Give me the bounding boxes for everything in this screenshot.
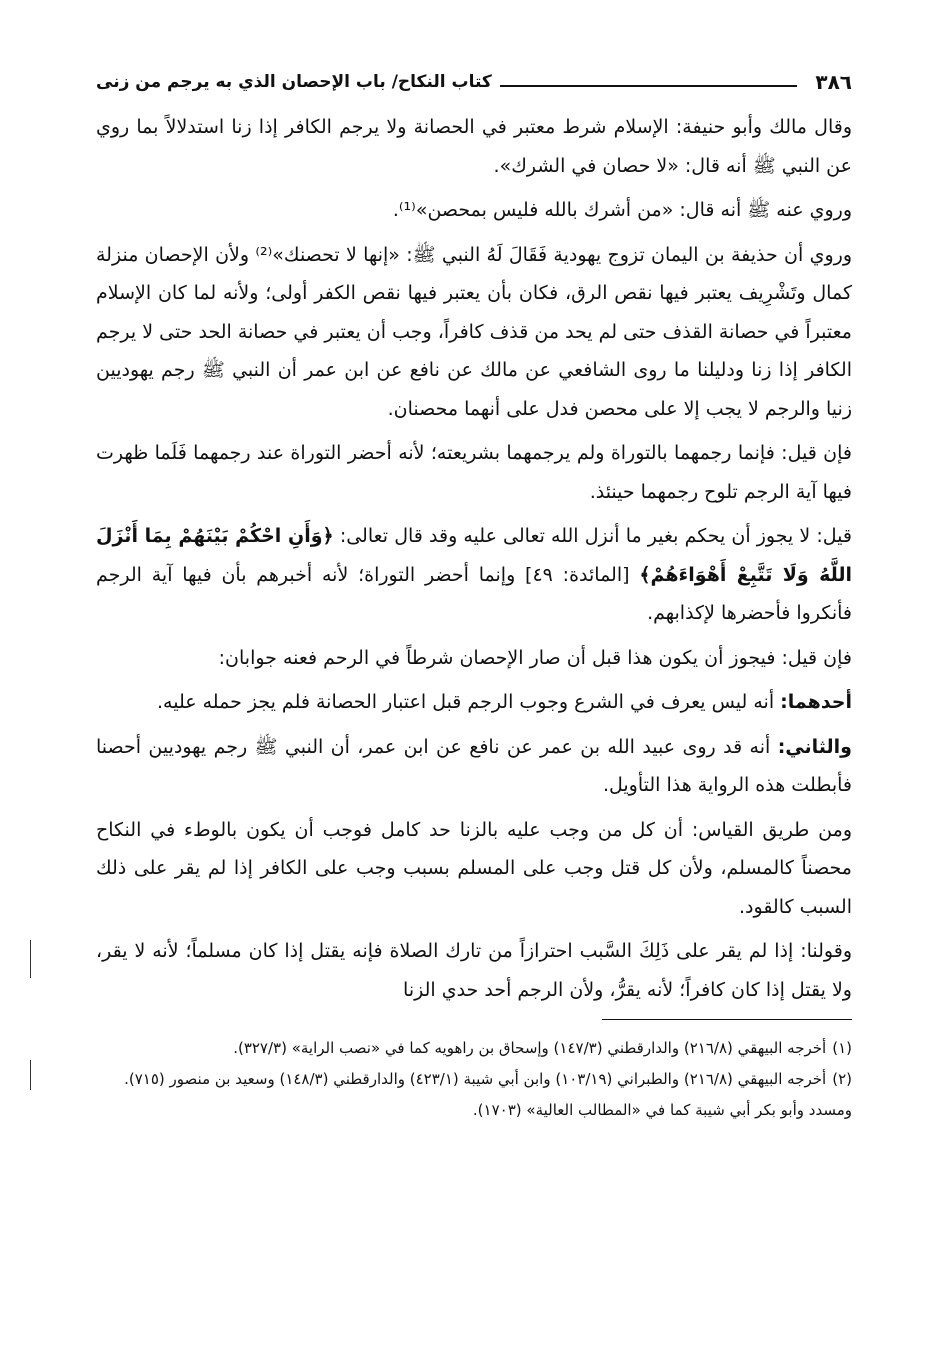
page-header xyxy=(96,62,852,102)
paragraph-text: أنه ليس يعرف في الشرع وجوب الرجم قبل اعتبار الحصانة فلم يجز حمله عليه. xyxy=(156,691,781,713)
running-title: كتاب النكاح/ باب الإحصان الذي به يرجم من زنى xyxy=(96,72,492,92)
paragraph xyxy=(96,932,852,1009)
footnote-number: (٢) xyxy=(832,1070,852,1088)
footnote-number: (١) xyxy=(832,1039,852,1057)
paragraph xyxy=(96,639,852,678)
paragraph xyxy=(96,434,852,511)
header-rule xyxy=(500,85,798,87)
paragraph xyxy=(96,108,852,185)
paragraph-text: ومن طريق القياس: أن كل من وجب عليه بالزنا حد كامل فوجب أن يكون بالوطء في النكاح محصناً كالمسلم، ولأن كل قتل وجب على المسلم بسبب وجب على الكافر إذا لم يقر على ذلك السبب كالقود. xyxy=(96,818,852,918)
margin-mark xyxy=(30,940,31,978)
paragraph xyxy=(96,811,852,927)
page xyxy=(96,62,852,1330)
paragraph-lead: أحدهما: xyxy=(780,691,852,713)
paragraph-text: وقال مالك وأبو حنيفة: الإسلام شرط معتبر في الحصانة ولا يرجم الكافر إذا زنا استدلالاً بما روي عن النبي ﷺ أنه قال: «لا حصان في الشرك». xyxy=(96,116,852,177)
margin-mark xyxy=(30,1060,31,1090)
paragraph xyxy=(96,683,852,722)
footnote xyxy=(96,1065,852,1093)
paragraph-text: قيل: لا يجوز أن يحكم بغير ما أنزل الله تعالى عليه وقد قال تعالى: xyxy=(333,525,852,547)
paragraph-text: وروي عنه ﷺ أنه قال: «من أشرك بالله فليس بمحصن»⁽¹⁾. xyxy=(392,199,852,221)
paragraph-text: [المائدة: ٤٩] وإنما أحضر التوراة؛ لأنه أخبرهم بأن فيها آية الرجم فأنكروا فأحضرها لإكذابهم. xyxy=(96,563,852,624)
paragraph-text: فإن قيل: فإنما رجمهما بالتوراة ولم يرجمهما بشريعته؛ لأنه أحضر التوراة عند رجمهما فَلَما ظهرت فيها آية الرجم تلوح رجمهما حينئذ. xyxy=(96,442,852,503)
paragraph-text: أنه قد روى عبيد الله بن عمر عن نافع عن ابن عمر، أن النبي ﷺ رجم يهوديين أحصنا فأبطلت هذه الرواية هذا التأويل. xyxy=(96,735,852,796)
footnotes xyxy=(96,1034,852,1124)
paragraph xyxy=(96,236,852,429)
footnote-text: ومسدد وأبو بكر أبي شيبة كما في «المطالب العالية» (١٧٠٣). xyxy=(472,1101,852,1119)
paragraph xyxy=(96,728,852,805)
paragraph-lead: والثاني: xyxy=(777,735,852,758)
paragraph-text: وروي أن حذيفة بن اليمان تزوج يهودية فَقَالَ لَهُ النبي ﷺ: «إنها لا تحصنك»⁽²⁾ ولأن الإحصان منزلة كمال وتَشْرِيف يعتبر فيها نقص الرق، فكان بأن يعتبر فيها نقص الكفر أولى؛ ولأنه لما كان الإسلام معتبراً في حصانة القذف حتى لم يحد من قذف كافراً، وجب أن يعتبر في حصانة الحد حتى لا يرجم الكافر إذا زنا ودليلنا ما روى الشافعي عن مالك عن نافع عن ابن عمر أن النبي ﷺ رجم يهوديين زنيا والرجم لا يجب إلا على محصن فدل على أنهما محصنان. xyxy=(96,243,852,420)
main-text xyxy=(96,108,852,1009)
page-number: ٣٨٦ xyxy=(815,70,852,94)
quran-verse: ﴿وَأَنِ احْكُمْ بَيْنَهُمْ بِمَا أَنْزَلَ اللَّهُ وَلَا تَتَّبِعْ أَهْوَاءَهُمْ﴾ xyxy=(96,525,852,586)
paragraph xyxy=(96,191,852,230)
footnote xyxy=(96,1034,852,1062)
paragraph-text: فإن قيل: فيجوز أن يكون هذا قبل أن صار الإحصان شرطاً في الرحم فعنه جوابان: xyxy=(218,646,852,669)
footnote-text: أخرجه البيهقي (٢١٦/٨) والطبراني (١٠٣/١٩) وابن أبي شيبة (٤٢٣/١) والدارقطني (١٤٨/٣) وسعيد بن منصور (٧١٥). xyxy=(124,1070,827,1088)
paragraph xyxy=(96,517,852,633)
footnote-text: أخرجه البيهقي (٢١٦/٨) والدارقطني (١٤٧/٣) وإسحاق بن راهويه كما في «نصب الراية» (٣٢٧/٣). xyxy=(233,1039,827,1057)
footnote xyxy=(96,1096,852,1124)
footnote-separator xyxy=(602,1019,852,1020)
paragraph-text: وقولنا: إذا لم يقر على ذَلِكَ السَّبب احترازاً من تارك الصلاة فإنه يقتل إذا كان مسلماً؛ لأنه لا يقر، ولا يقتل إذا كان كافراً؛ لأنه يقرُّ، ولأن الرجم أحد حدي الزنا xyxy=(96,940,852,1001)
